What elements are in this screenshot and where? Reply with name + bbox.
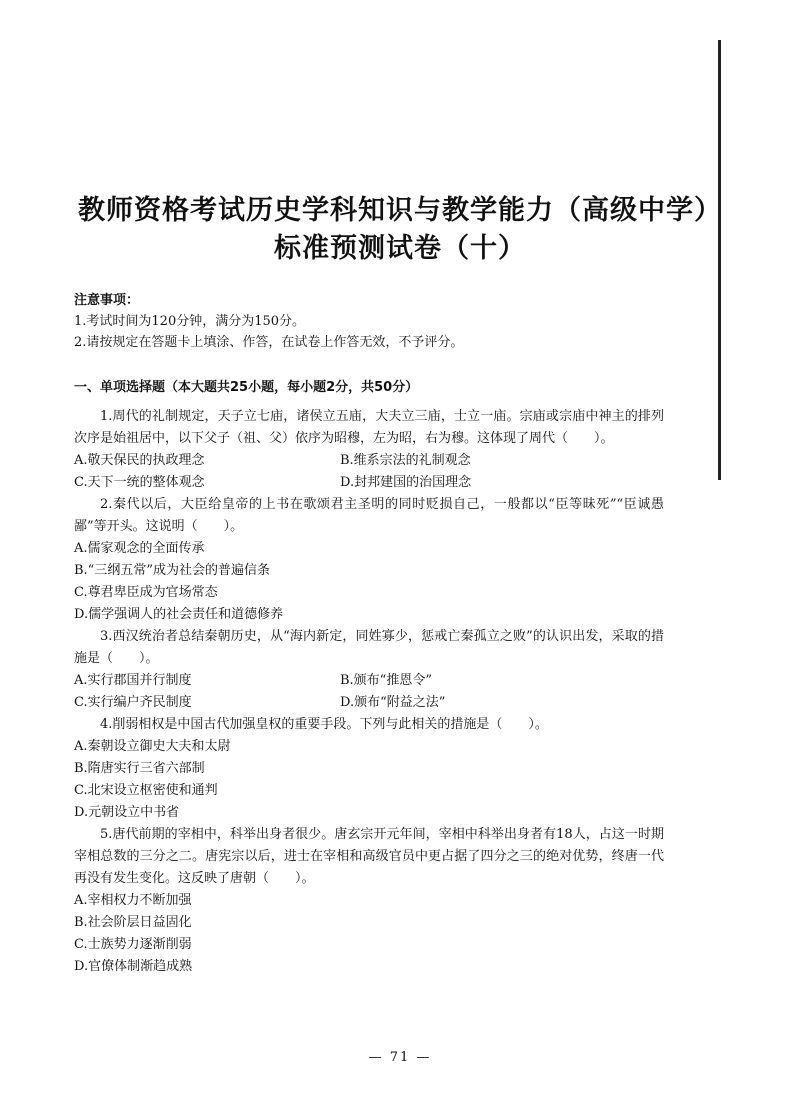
question-list [74, 406, 664, 978]
option-row [74, 670, 664, 692]
option: D.颁布“附益之法” [340, 695, 446, 710]
exam-title-line1: 教师资格考试历史学科知识与教学能力（高级中学） [78, 195, 722, 226]
notice-title: 注意事项： [74, 293, 140, 308]
question-stem: 1.周代的礼制规定，天子立七庙，诸侯立五庙，大夫立三庙，士立一庙。宗庙或宗庙中神主的排列次序是始祖居中，以下父子（祖、父）依序为昭穆，左为昭，右为穆。这体现了周代（ ）。 [74, 409, 664, 446]
option: C.士族势力逐渐削弱 [74, 937, 192, 952]
question-stem: 4.削弱相权是中国古代加强皇权的重要手段。下列与此相关的措施是（ ）。 [100, 717, 548, 732]
option: A.宰相权力不断加强 [74, 893, 192, 908]
option-row [74, 472, 664, 494]
option: B.维系宗法的礼制观念 [340, 453, 471, 468]
option: C.尊君卑臣成为官场常态 [74, 585, 218, 600]
option-row [74, 450, 664, 472]
question-stem: 3.西汉统治者总结秦朝历史，从“海内新定，同姓寡少，惩戒亡秦孤立之败”的认识出发，采取的措施是（ ）。 [74, 629, 664, 666]
option: D.儒学强调人的社会责任和道德修养 [74, 607, 284, 622]
notice-item: 2.请按规定在答题卡上填涂、作答，在试卷上作答无效，不予评分。 [74, 335, 464, 350]
notice-block [74, 290, 714, 353]
option: C.北宋设立枢密使和通判 [74, 783, 218, 798]
option: B.社会阶层日益固化 [74, 915, 192, 930]
option: A.敬天保民的执政理念 [74, 453, 205, 468]
page-number: — 71 — [368, 1050, 432, 1065]
notice-item: 1.考试时间为120分钟，满分为150分。 [74, 314, 306, 329]
option: D.官僚体制渐趋成熟 [74, 959, 193, 974]
option-row [74, 692, 664, 714]
option: A.儒家观念的全面传承 [74, 541, 205, 556]
question-stem: 2.秦代以后，大臣给皇帝的上书在歌颂君主圣明的同时贬损自己，一般都以“臣等昧死”“臣诚愚鄙”等开头。这说明（ ）。 [74, 497, 664, 534]
option: B.隋唐实行三省六部制 [74, 761, 205, 776]
option: B.颁布“推恩令” [340, 673, 432, 688]
option: A.秦朝设立御史大夫和太尉 [74, 739, 231, 754]
option: C.天下一统的整体观念 [74, 475, 205, 490]
option: A.实行郡国并行制度 [74, 673, 192, 688]
section-title: 一、单项选择题（本大题共25小题，每小题2分，共50分） [74, 380, 419, 395]
option: C.实行编户齐民制度 [74, 695, 192, 710]
exam-title-line2: 标准预测试卷（十） [274, 233, 526, 264]
option: B.“三纲五常”成为社会的普遍信条 [74, 563, 270, 578]
option: D.元朝设立中书省 [74, 805, 180, 820]
question-stem: 5.唐代前期的宰相中，科举出身者很少。唐玄宗开元年间，宰相中科举出身者有18人，占这一时期宰相总数的三分之二。唐宪宗以后，进士在宰相和高级官员中更占据了四分之三的绝对优势，终唐一代再没有发生变化。这反映了唐朝（ ）。 [74, 827, 664, 886]
option: D.封邦建国的治国理念 [340, 475, 472, 490]
